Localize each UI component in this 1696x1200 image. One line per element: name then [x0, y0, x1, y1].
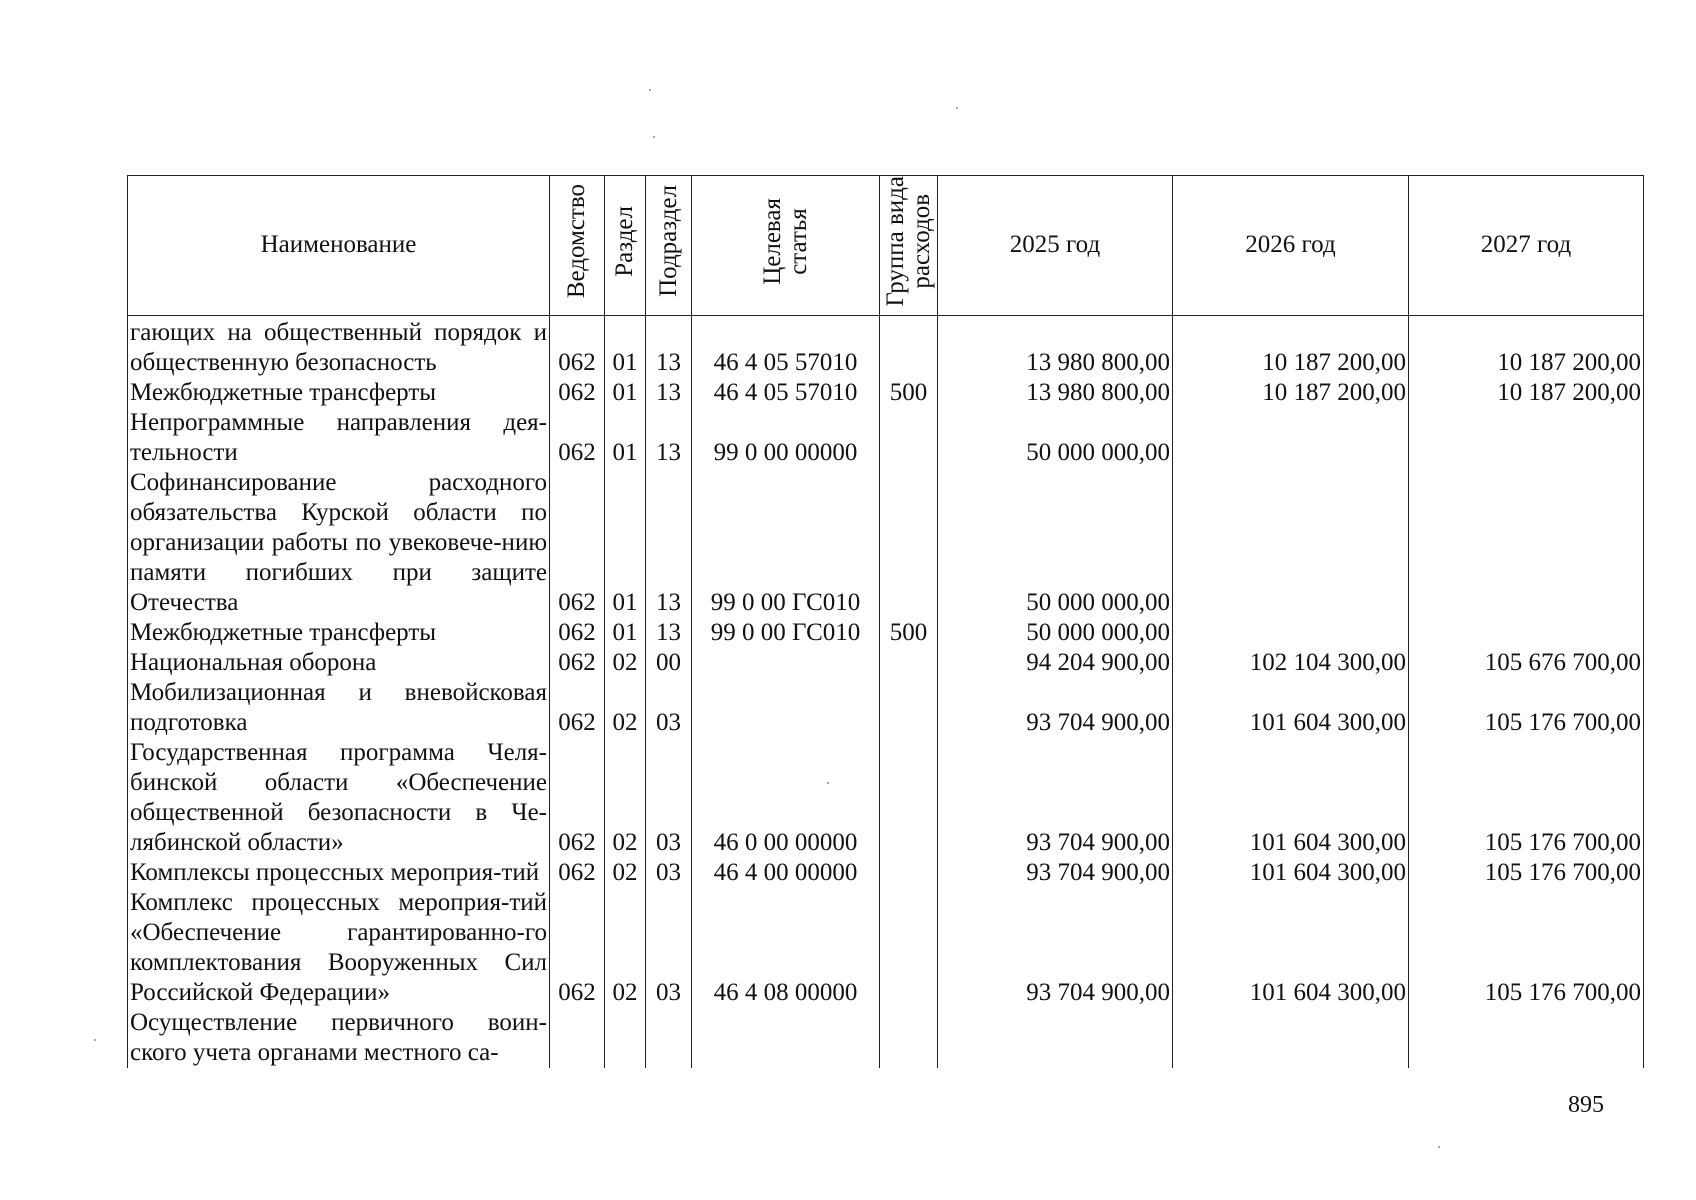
scan-speck — [94, 1039, 96, 1041]
row-gruppa — [880, 1008, 938, 1068]
row-amount-2026: 101 604 300,00 — [1173, 678, 1409, 738]
row-name: Межбюджетные трансферты — [128, 378, 550, 408]
row-amount-2026 — [1173, 408, 1409, 468]
row-amount-2025: 93 704 900,00 — [938, 738, 1173, 858]
header-vedomstvo: Ведомство — [550, 176, 605, 316]
row-amount-2025: 13 980 800,00 — [938, 315, 1173, 378]
row-gruppa — [880, 468, 938, 618]
row-vedomstvo: 062 — [550, 738, 605, 858]
table-row — [128, 1008, 1644, 1068]
table-row — [128, 888, 1644, 1008]
row-razdel: 02 — [605, 858, 646, 888]
row-name: Комплекс процессных мероприя-тий «Обеспечение гарантированно-го комплектования Вооруженных Сил Российской Федерации» — [128, 888, 550, 1008]
scan-speck — [956, 107, 958, 109]
row-amount-2027: 105 676 700,00 — [1409, 648, 1644, 678]
row-gruppa — [880, 315, 938, 378]
row-amount-2025: 13 980 800,00 — [938, 378, 1173, 408]
scan-speck — [649, 89, 651, 91]
header-name: Наименование — [128, 176, 550, 316]
row-amount-2025: 93 704 900,00 — [938, 678, 1173, 738]
header-razdel: Раздел — [605, 176, 646, 316]
row-podrazdel: 00 — [646, 648, 692, 678]
row-amount-2025 — [938, 1008, 1173, 1068]
row-podrazdel: 13 — [646, 468, 692, 618]
row-amount-2025: 50 000 000,00 — [938, 468, 1173, 618]
row-razdel: 01 — [605, 408, 646, 468]
row-razdel: 01 — [605, 378, 646, 408]
table-row — [128, 858, 1644, 888]
table-row — [128, 408, 1644, 468]
row-amount-2026 — [1173, 618, 1409, 648]
row-vedomstvo: 062 — [550, 315, 605, 378]
row-amount-2025: 93 704 900,00 — [938, 858, 1173, 888]
row-tselevaya-statya — [692, 648, 880, 678]
row-podrazdel: 03 — [646, 888, 692, 1008]
row-amount-2027: 10 187 200,00 — [1409, 315, 1644, 378]
table-row — [128, 378, 1644, 408]
table-row — [128, 468, 1644, 618]
row-name: Непрограммные направления дея-тельности — [128, 408, 550, 468]
page-number: 895 — [1568, 1092, 1604, 1118]
row-gruppa — [880, 858, 938, 888]
row-name: Комплексы процессных мероприя-тий — [128, 858, 550, 888]
row-amount-2026: 101 604 300,00 — [1173, 858, 1409, 888]
row-vedomstvo: 062 — [550, 378, 605, 408]
row-gruppa: 500 — [880, 618, 938, 648]
row-amount-2026: 102 104 300,00 — [1173, 648, 1409, 678]
row-name: гающих на общественный порядок и общественную безопасность — [128, 315, 550, 378]
row-name: Мобилизационная и вневойсковая подготовка — [128, 678, 550, 738]
scan-speck — [653, 136, 655, 138]
row-razdel: 02 — [605, 738, 646, 858]
row-name: Софинансирование расходного обязательства Курской области по организации работы по увековече-нию памяти погибших при защите Отечества — [128, 468, 550, 618]
row-amount-2027 — [1409, 618, 1644, 648]
row-amount-2026: 101 604 300,00 — [1173, 888, 1409, 1008]
row-amount-2025: 93 704 900,00 — [938, 888, 1173, 1008]
row-vedomstvo: 062 — [550, 408, 605, 468]
row-amount-2025: 50 000 000,00 — [938, 618, 1173, 648]
table-row — [128, 678, 1644, 738]
row-tselevaya-statya — [692, 1008, 880, 1068]
budget-table — [127, 175, 1644, 1068]
row-tselevaya-statya: 99 0 00 00000 — [692, 408, 880, 468]
row-tselevaya-statya: 46 0 00 00000 — [692, 738, 880, 858]
scan-speck — [1438, 1146, 1440, 1148]
header-2027: 2027 год — [1409, 176, 1644, 316]
row-podrazdel: 13 — [646, 315, 692, 378]
row-amount-2027: 105 176 700,00 — [1409, 858, 1644, 888]
row-amount-2025: 50 000 000,00 — [938, 408, 1173, 468]
row-vedomstvo: 062 — [550, 888, 605, 1008]
row-amount-2026 — [1173, 468, 1409, 618]
row-tselevaya-statya: 99 0 00 ГС010 — [692, 618, 880, 648]
row-razdel: 02 — [605, 648, 646, 678]
row-vedomstvo: 062 — [550, 618, 605, 648]
row-podrazdel: 13 — [646, 618, 692, 648]
row-amount-2027: 105 176 700,00 — [1409, 888, 1644, 1008]
row-amount-2027: 105 176 700,00 — [1409, 738, 1644, 858]
row-gruppa — [880, 738, 938, 858]
row-gruppa — [880, 678, 938, 738]
row-tselevaya-statya: 46 4 08 00000 — [692, 888, 880, 1008]
header-podrazdel: Подраздел — [646, 176, 692, 316]
row-razdel: 01 — [605, 618, 646, 648]
header-2025: 2025 год — [938, 176, 1173, 316]
row-razdel: 01 — [605, 315, 646, 378]
row-vedomstvo: 062 — [550, 858, 605, 888]
row-podrazdel: 03 — [646, 738, 692, 858]
row-razdel: 01 — [605, 468, 646, 618]
row-amount-2026: 10 187 200,00 — [1173, 315, 1409, 378]
row-vedomstvo: 062 — [550, 648, 605, 678]
table-header-row — [128, 176, 1644, 316]
row-podrazdel: 03 — [646, 678, 692, 738]
row-podrazdel: 13 — [646, 378, 692, 408]
table-row — [128, 738, 1644, 858]
row-razdel — [605, 1008, 646, 1068]
row-amount-2025: 94 204 900,00 — [938, 648, 1173, 678]
row-amount-2027 — [1409, 468, 1644, 618]
row-name: Национальная оборона — [128, 648, 550, 678]
row-name: Осуществление первичного воин-ского учета органами местного са- — [128, 1008, 550, 1068]
header-gruppa-vida-raskhodov: Группа вида расходов — [880, 176, 938, 316]
row-amount-2026: 10 187 200,00 — [1173, 378, 1409, 408]
header-tselevaya-statya: Целевая статья — [692, 176, 880, 316]
header-2026: 2026 год — [1173, 176, 1409, 316]
row-tselevaya-statya: 99 0 00 ГС010 — [692, 468, 880, 618]
row-amount-2027 — [1409, 408, 1644, 468]
row-gruppa — [880, 888, 938, 1008]
row-amount-2027: 105 176 700,00 — [1409, 678, 1644, 738]
scan-speck — [827, 782, 829, 784]
row-podrazdel: 13 — [646, 408, 692, 468]
row-razdel: 02 — [605, 888, 646, 1008]
row-tselevaya-statya — [692, 678, 880, 738]
row-podrazdel: 03 — [646, 858, 692, 888]
row-vedomstvo: 062 — [550, 468, 605, 618]
row-name: Государственная программа Челя-бинской области «Обеспечение общественной безопасности в Че-лябинской области» — [128, 738, 550, 858]
row-vedomstvo: 062 — [550, 678, 605, 738]
row-gruppa: 500 — [880, 378, 938, 408]
row-razdel: 02 — [605, 678, 646, 738]
row-tselevaya-statya: 46 4 05 57010 — [692, 378, 880, 408]
row-gruppa — [880, 408, 938, 468]
table-row — [128, 315, 1644, 378]
table-row — [128, 618, 1644, 648]
table-body — [128, 315, 1644, 1068]
row-amount-2027: 10 187 200,00 — [1409, 378, 1644, 408]
row-gruppa — [880, 648, 938, 678]
row-tselevaya-statya: 46 4 05 57010 — [692, 315, 880, 378]
row-amount-2027 — [1409, 1008, 1644, 1068]
table-row — [128, 648, 1644, 678]
row-amount-2026: 101 604 300,00 — [1173, 738, 1409, 858]
row-tselevaya-statya: 46 4 00 00000 — [692, 858, 880, 888]
row-podrazdel — [646, 1008, 692, 1068]
row-name: Межбюджетные трансферты — [128, 618, 550, 648]
row-amount-2026 — [1173, 1008, 1409, 1068]
row-vedomstvo — [550, 1008, 605, 1068]
